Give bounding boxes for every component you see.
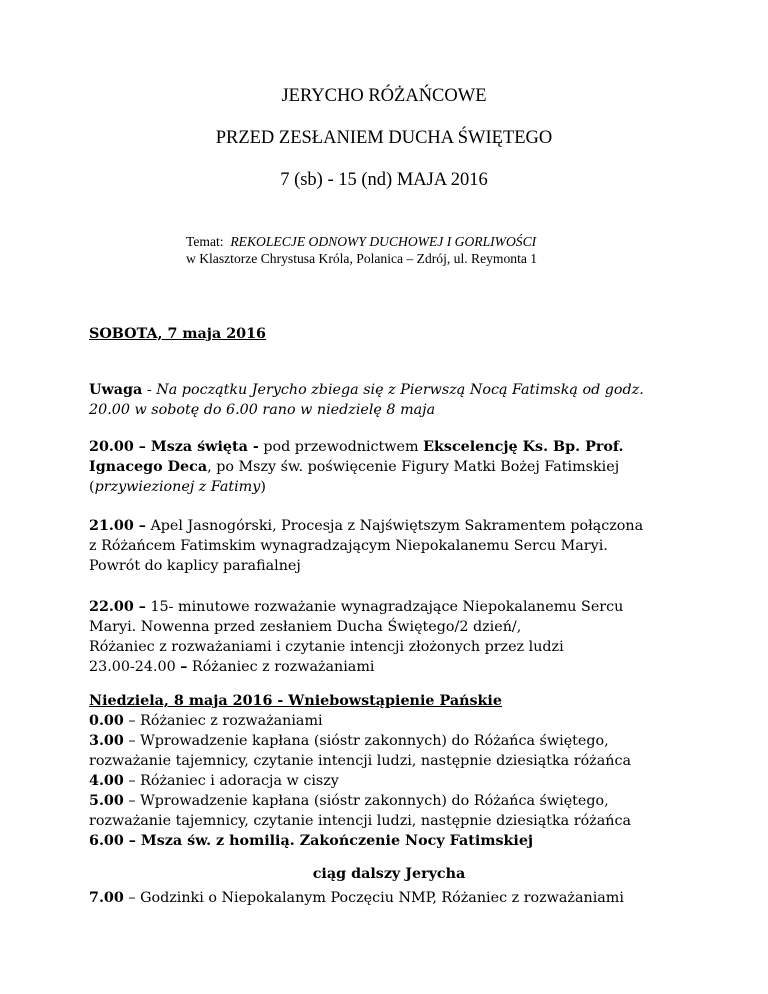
theme-label: Temat: <box>186 234 224 249</box>
schedule-row: 3.00 – Wprowadzenie kapłana (sióstr zakonnych) do Różańca świętego, <box>89 733 609 749</box>
event-time: 22.00 – <box>89 599 146 615</box>
schedule-row: 7.00 – Godzinki o Niepokalanym Poczęciu NMP, Różaniec z rozważaniami <box>89 890 624 906</box>
note-paragraph: Uwaga - Na początku Jerycho zbiega się z Pierwszą Nocą Fatimską od godz. 20.00 w sobotę do 6.00 rano w niedzielę 8 maja <box>89 382 644 418</box>
schedule-row: 4.00 – Różaniec i adoracja w ciszy <box>89 773 339 789</box>
event-2200: 22.00 – 15- minutowe rozważanie wynagradzające Niepokalanemu Sercu Maryi. Nowenna przed zesłaniem Ducha Świętego/2 dzień/, Różaniec z rozważaniami i czytanie intencji złożonych przez ludzi 23.00-24.00 – Różaniec z rozważaniami <box>89 599 624 675</box>
continuation-heading: ciąg dalszy Jerycha <box>312 866 466 882</box>
schedule-row: 5.00 – Wprowadzenie kapłana (sióstr zakonnych) do Różańca świętego, <box>89 793 609 809</box>
note-text-2: 20.00 w sobotę do 6.00 rano w niedzielę 8 maja <box>89 402 436 418</box>
note-label: Uwaga <box>89 382 143 398</box>
theme-line <box>186 233 536 251</box>
event-2100: 21.00 – Apel Jasnogórski, Procesja z Najświętszym Sakramentem połączona z Różańcem Fatimskim wynagradzającym Niepokalanemu Sercu Maryi. Powrót do kaplicy parafialnej <box>89 518 644 574</box>
theme-value: REKOLECJE ODNOWY DUCHOWEJ I GORLIWOŚCI <box>230 234 537 249</box>
saturday-heading: SOBOTA, 7 maja 2016 <box>89 326 267 342</box>
note-text: Na początku Jerycho zbiega się z Pierwszą Nocą Fatimską od godz. <box>156 382 644 398</box>
event-time: 20.00 – <box>89 439 146 455</box>
sunday-heading: Niedziela, 8 maja 2016 - Wniebowstąpienie Pańskie <box>89 693 502 709</box>
schedule-row: 6.00 – Msza św. z homilią. Zakończenie Nocy Fatimskiej <box>89 833 534 849</box>
document-dates: 7 (sb) - 15 (nd) MAJA 2016 <box>280 170 488 190</box>
document-title: JERYCHO RÓŻAŃCOWE <box>281 86 487 106</box>
location-line: w Klasztorze Chrystusa Króla, Polanica – Zdrój, ul. Reymonta 1 <box>186 251 538 266</box>
event-time: 21.00 – <box>89 518 146 534</box>
document-subtitle: PRZED ZESŁANIEM DUCHA ŚWIĘTEGO <box>215 128 553 148</box>
schedule-row: 0.00 – Różaniec z rozważaniami <box>89 713 323 729</box>
sunday-schedule: Niedziela, 8 maja 2016 - Wniebowstąpienie Pańskie 0.00 – Różaniec z rozważaniami 3.00 – Wprowadzenie kapłana (sióstr zakonnych) do Różańca świętego, rozważanie tajemnicy, czytanie intencji ludzi, następnie dziesiątka różańca 4.00 – Różaniec i adoracja w ciszy 5.00 – Wprowadzenie kapłana (sióstr zakonnych) do Różańca świętego, rozważanie tajemnicy, czytanie intencji ludzi, następnie dziesiątka różańca 6.00 – Msza św. z homilią. Zakończenie Nocy Fatimskiej <box>89 691 689 851</box>
event-2000: 20.00 – Msza święta - pod przewodnictwem Ekscelencję Ks. Bp. Prof. Ignacego Deca, po Mszy św. poświęcenie Figury Matki Bożej Fatimskiej (przywiezionej z Fatimy) <box>89 439 624 495</box>
